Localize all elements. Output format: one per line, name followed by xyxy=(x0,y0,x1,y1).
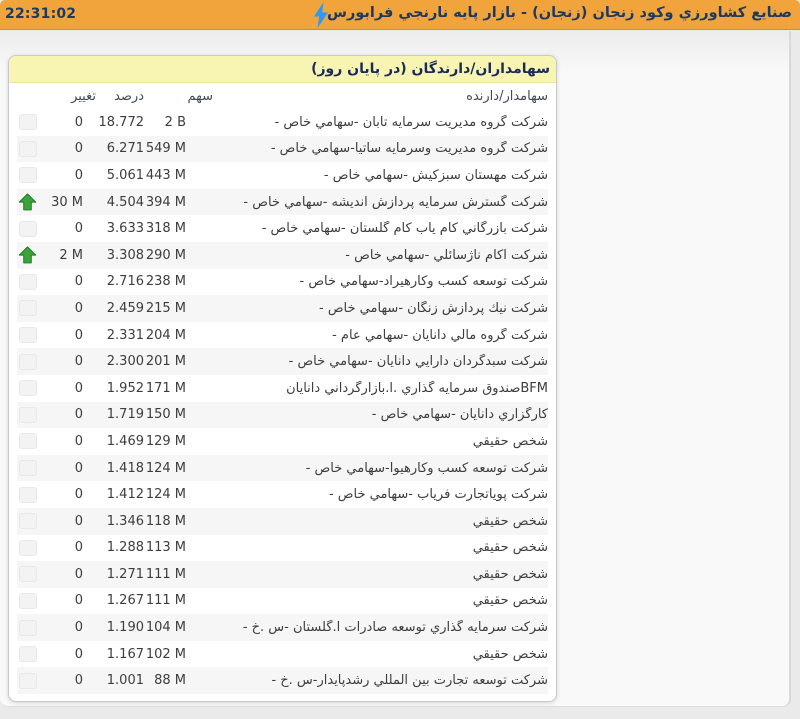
percent-value: 4.504 xyxy=(106,194,144,210)
change-icon-cell xyxy=(17,300,38,316)
shares-value: 104 M xyxy=(145,620,186,636)
instrument-title: صنايع كشاورزي وكود زنجان (زنجان) - بازار پايه نارنجي فرابورس xyxy=(326,5,792,21)
shares-value: 150 M xyxy=(145,407,186,423)
change-icon-cell xyxy=(17,327,38,343)
holder-name: شركت گروه مديريت وسرمايه ساتيا-سهامي خاص - xyxy=(270,141,548,157)
panel-title: سهامداران/دارندگان (در پايان روز) xyxy=(9,56,556,83)
change-value: 0 xyxy=(74,646,83,662)
holder-name: شخص حقيقي xyxy=(472,646,548,662)
change-icon-cell xyxy=(17,513,38,529)
change-placeholder-box xyxy=(19,221,37,237)
change-placeholder-box xyxy=(19,566,37,582)
change-icon-cell xyxy=(17,354,38,370)
holder-name: شخص حقيقي xyxy=(472,433,548,449)
holder-name: شركت نيك پردازش زنگان -سهامي خاص - xyxy=(319,300,548,316)
shares-value: 290 M xyxy=(145,247,186,263)
table-row[interactable] xyxy=(17,535,548,562)
table-row[interactable] xyxy=(17,348,548,375)
change-placeholder-box xyxy=(19,380,37,396)
percent-value: 1.167 xyxy=(106,646,144,662)
table-row[interactable] xyxy=(17,561,548,588)
content-area xyxy=(0,31,791,707)
change-placeholder-box xyxy=(19,354,37,370)
change-value: 0 xyxy=(74,620,83,636)
change-placeholder-box xyxy=(19,487,37,503)
percent-value: 1.001 xyxy=(106,673,144,689)
change-icon-cell xyxy=(17,593,38,609)
table-row[interactable] xyxy=(17,614,548,641)
holder-name: شركت آكام ناژسائلي -سهامي خاص - xyxy=(345,247,548,263)
change-value: 0 xyxy=(74,327,83,343)
change-placeholder-box xyxy=(19,593,37,609)
change-icon-cell xyxy=(17,274,38,290)
change-value: 0 xyxy=(74,487,83,503)
holder-name: شركت گروه مديريت سرمايه تابان -سهامي خاص - xyxy=(274,114,548,130)
change-value: 0 xyxy=(74,167,83,183)
change-value: 2 M xyxy=(59,247,83,263)
table-row[interactable] xyxy=(17,508,548,535)
change-placeholder-box xyxy=(19,114,37,130)
shares-value: 549 M xyxy=(145,141,186,157)
change-value: 0 xyxy=(74,593,83,609)
change-value: 0 xyxy=(74,221,83,237)
change-value: 0 xyxy=(74,566,83,582)
table-row[interactable] xyxy=(17,136,548,163)
change-placeholder-box xyxy=(19,141,37,157)
holder-name: شركت توسعه كسب وكارهيراد-سهامي خاص - xyxy=(299,274,548,290)
change-icon-cell xyxy=(17,167,38,183)
percent-value: 1.952 xyxy=(106,380,144,396)
change-value: 0 xyxy=(74,540,83,556)
table-row[interactable] xyxy=(17,641,548,668)
table-row[interactable] xyxy=(17,375,548,402)
percent-value: 5.061 xyxy=(106,167,144,183)
shares-value: 201 M xyxy=(145,354,186,370)
table-row[interactable] xyxy=(17,588,548,615)
holder-name: كارگزاري دانايان -سهامي خاص - xyxy=(371,407,548,423)
percent-value: 18.772 xyxy=(98,114,144,130)
change-placeholder-box xyxy=(19,513,37,529)
percent-value: 1.719 xyxy=(106,407,144,423)
percent-value: 2.716 xyxy=(106,274,144,290)
up-arrow-icon xyxy=(18,193,37,211)
percent-value: 6.271 xyxy=(106,141,144,157)
change-placeholder-box xyxy=(19,274,37,290)
change-value: 0 xyxy=(74,354,83,370)
percent-value: 3.308 xyxy=(106,247,144,263)
table-row[interactable] xyxy=(17,481,548,508)
change-placeholder-box xyxy=(19,460,37,476)
change-icon-cell xyxy=(17,221,38,237)
change-icon-cell xyxy=(17,540,38,556)
change-icon-cell xyxy=(17,433,38,449)
change-placeholder-box xyxy=(19,167,37,183)
change-value: 0 xyxy=(74,274,83,290)
percent-value: 1.346 xyxy=(106,513,144,529)
table-row[interactable] xyxy=(17,189,548,216)
change-icon-cell xyxy=(17,566,38,582)
change-value: 0 xyxy=(74,513,83,529)
change-placeholder-box xyxy=(19,620,37,636)
shares-value: 88 M xyxy=(154,673,186,689)
change-placeholder-box xyxy=(19,540,37,556)
percent-value: 2.459 xyxy=(106,300,144,316)
change-placeholder-box xyxy=(19,673,37,689)
change-icon-cell xyxy=(17,141,38,157)
change-icon-cell xyxy=(17,193,38,211)
change-placeholder-box xyxy=(19,407,37,423)
percent-value: 2.331 xyxy=(106,327,144,343)
table-row[interactable] xyxy=(17,162,548,189)
table-row[interactable] xyxy=(17,455,548,482)
table-row[interactable] xyxy=(17,295,548,322)
change-icon-cell xyxy=(17,646,38,662)
change-placeholder-box xyxy=(19,646,37,662)
holder-name: شركت توسعه تجارت بين المللي رشدپايدار-س .خ - xyxy=(271,673,548,689)
shares-value: 129 M xyxy=(145,433,186,449)
change-value: 0 xyxy=(74,114,83,130)
table-row[interactable] xyxy=(17,402,548,429)
column-header-change: تغيير xyxy=(71,88,96,104)
table-row[interactable] xyxy=(17,242,548,269)
change-value: 0 xyxy=(74,380,83,396)
shares-value: 113 M xyxy=(145,540,186,556)
change-icon-cell xyxy=(17,114,38,130)
shares-value: 204 M xyxy=(145,327,186,343)
percent-value: 1.469 xyxy=(106,433,144,449)
change-icon-cell xyxy=(17,407,38,423)
change-value: 0 xyxy=(74,460,83,476)
shares-value: 2 B xyxy=(164,114,186,130)
percent-value: 1.190 xyxy=(106,620,144,636)
change-value: 30 M xyxy=(51,194,83,210)
change-value: 0 xyxy=(74,433,83,449)
app-header xyxy=(0,0,800,30)
column-header-percent: درصد xyxy=(114,88,144,104)
shares-value: 238 M xyxy=(145,274,186,290)
shares-value: 171 M xyxy=(145,380,186,396)
holder-name: شخص حقيقي xyxy=(472,540,548,556)
shares-value: 443 M xyxy=(145,167,186,183)
shareholders-table xyxy=(9,83,556,701)
change-icon-cell xyxy=(17,380,38,396)
holder-name: شركت گسترش سرمايه پردازش انديشه -سهامي خاص - xyxy=(243,194,548,210)
shares-value: 318 M xyxy=(145,221,186,237)
change-value: 0 xyxy=(74,673,83,689)
holder-name: شركت گروه مالي دانايان -سهامي عام - xyxy=(332,327,548,343)
holder-name: شركت مهستان سبزكيش -سهامي خاص - xyxy=(323,167,548,183)
shares-value: 102 M xyxy=(145,646,186,662)
change-placeholder-box xyxy=(19,433,37,449)
change-icon-cell xyxy=(17,673,38,689)
percent-value: 3.633 xyxy=(106,221,144,237)
change-icon-cell xyxy=(17,487,38,503)
table-body xyxy=(17,109,548,694)
holder-name: BFMصندوق سرمايه گذاري .ا.بازارگرداني دانايان xyxy=(286,380,548,396)
table-row[interactable] xyxy=(17,215,548,242)
table-row[interactable] xyxy=(17,269,548,296)
clock-time: 22:31:02 xyxy=(5,6,77,22)
shares-value: 124 M xyxy=(145,487,186,503)
change-icon-cell xyxy=(17,620,38,636)
table-row[interactable] xyxy=(17,109,548,136)
shares-value: 111 M xyxy=(145,566,186,582)
column-header-holder: سهامدار/دارنده xyxy=(466,88,548,104)
change-value: 0 xyxy=(74,300,83,316)
percent-value: 1.412 xyxy=(106,487,144,503)
change-icon-cell xyxy=(17,460,38,476)
holder-name: شركت سرمايه گذاري توسعه صادرات ا.گلستان -س .خ - xyxy=(242,620,548,636)
percent-value: 1.271 xyxy=(106,566,144,582)
percent-value: 1.288 xyxy=(106,540,144,556)
shares-value: 124 M xyxy=(145,460,186,476)
change-icon-cell xyxy=(17,246,38,264)
holder-name: شركت توسعه كسب وكارهيوا-سهامي خاص - xyxy=(305,460,548,476)
table-header-row xyxy=(17,83,548,109)
shares-value: 111 M xyxy=(145,593,186,609)
change-value: 0 xyxy=(74,407,83,423)
table-row[interactable] xyxy=(17,667,548,694)
holder-name: شركت بازرگاني كام ياب كام گلستان -سهامي خاص - xyxy=(261,221,548,237)
shares-value: 215 M xyxy=(145,300,186,316)
table-row[interactable] xyxy=(17,428,548,455)
holder-name: شركت پوياتجارت فرياب -سهامي خاص - xyxy=(328,487,548,503)
percent-value: 2.300 xyxy=(106,354,144,370)
change-placeholder-box xyxy=(19,300,37,316)
shares-value: 118 M xyxy=(145,513,186,529)
shareholders-panel xyxy=(8,55,557,702)
column-header-shares: سهم xyxy=(187,88,213,104)
holder-name: شخص حقيقي xyxy=(472,593,548,609)
change-value: 0 xyxy=(74,141,83,157)
holder-name: شخص حقيقي xyxy=(472,566,548,582)
change-placeholder-box xyxy=(19,327,37,343)
percent-value: 1.267 xyxy=(106,593,144,609)
up-arrow-icon xyxy=(18,246,37,264)
percent-value: 1.418 xyxy=(106,460,144,476)
shares-value: 394 M xyxy=(145,194,186,210)
holder-name: شخص حقيقي xyxy=(472,513,548,529)
holder-name: شركت سبدگردان دارايي دانايان -سهامي خاص - xyxy=(288,354,548,370)
table-row[interactable] xyxy=(17,322,548,349)
